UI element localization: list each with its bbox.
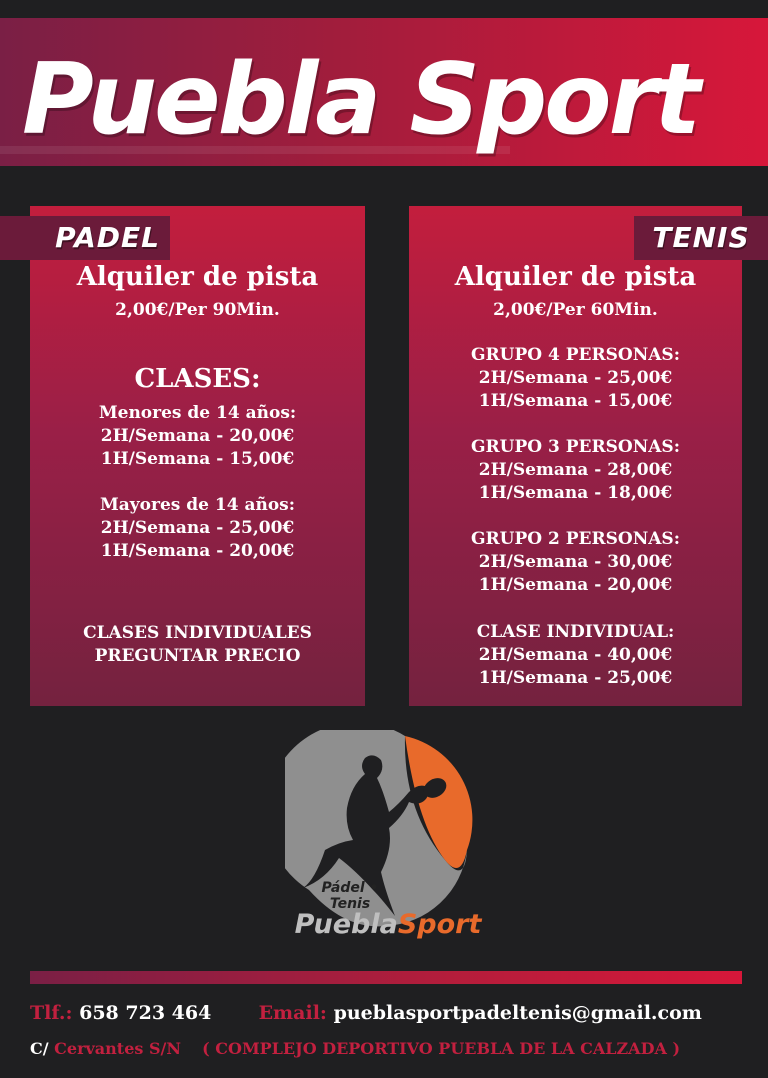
- padel-over14-block: [30, 494, 365, 563]
- price-line: 2H/Semana - 30,00€: [478, 552, 673, 572]
- phone-number[interactable]: 658 723 464: [79, 1002, 212, 1024]
- padel-individual-block: [30, 622, 365, 668]
- tenis-tag: TENIS: [634, 216, 768, 260]
- logo-name: PueblaSport: [294, 909, 482, 940]
- price-line: 1H/Semana - 20,00€: [478, 575, 673, 595]
- address-prefix: C/: [30, 1039, 49, 1058]
- tenis-panel: [409, 206, 750, 706]
- padel-panel: [30, 206, 365, 706]
- footer-divider: [30, 971, 742, 984]
- padel-under14-heading: Menores de 14 años:: [98, 403, 297, 423]
- price-line: 2H/Semana - 25,00€: [478, 368, 673, 388]
- tenis-group-block: [409, 528, 742, 597]
- tenis-group-heading: GRUPO 3 PERSONAS:: [471, 437, 680, 457]
- price-line: 1H/Semana - 15,00€: [478, 391, 673, 411]
- tenis-group-heading: CLASE INDIVIDUAL:: [476, 622, 675, 642]
- email-address[interactable]: pueblasportpadeltenis@gmail.com: [333, 1002, 702, 1024]
- padel-tag: PADEL: [0, 216, 170, 260]
- price-line: 1H/Semana - 25,00€: [478, 668, 673, 688]
- tenis-rent-title: Alquiler de pista: [454, 262, 697, 292]
- header-banner: [0, 18, 768, 166]
- brand-title: Puebla Sport: [22, 43, 698, 157]
- tenis-group-block: [409, 621, 742, 690]
- padel-individual-line: PREGUNTAR PRECIO: [94, 646, 301, 666]
- address-place: ( COMPLEJO DEPORTIVO PUEBLA DE LA CALZADA ): [202, 1039, 681, 1058]
- logo-tagline: Pádel • Tenis: [321, 880, 379, 912]
- tenis-group-heading: GRUPO 4 PERSONAS:: [471, 345, 680, 365]
- price-line: 1H/Semana - 20,00€: [100, 541, 295, 561]
- padel-under14-block: [30, 402, 365, 471]
- padel-rent-title: Alquiler de pista: [76, 262, 319, 292]
- price-line: 2H/Semana - 40,00€: [478, 645, 673, 665]
- address-line: [30, 1037, 750, 1061]
- price-line: 2H/Semana - 25,00€: [100, 518, 295, 538]
- address-street: Cervantes S/N: [54, 1039, 181, 1058]
- phone-label: Tlf.:: [30, 1002, 73, 1024]
- tenis-group-block: [409, 436, 742, 505]
- tenis-group-block: [409, 344, 742, 413]
- price-line: 1H/Semana - 15,00€: [100, 449, 295, 469]
- price-line: 1H/Semana - 18,00€: [478, 483, 673, 503]
- padel-classes-title: CLASES:: [134, 364, 261, 394]
- padel-rent-price: 2,00€/Per 90Min.: [115, 300, 280, 320]
- tenis-group-heading: GRUPO 2 PERSONAS:: [471, 529, 680, 549]
- padel-over14-heading: Mayores de 14 años:: [99, 495, 296, 515]
- email-label: Email:: [258, 1002, 327, 1024]
- price-line: 2H/Semana - 28,00€: [478, 460, 673, 480]
- padel-individual-line: CLASES INDIVIDUALES: [83, 623, 312, 643]
- contact-line: [30, 1000, 750, 1026]
- tenis-rent-price: 2,00€/Per 60Min.: [493, 300, 658, 320]
- price-line: 2H/Semana - 20,00€: [100, 426, 295, 446]
